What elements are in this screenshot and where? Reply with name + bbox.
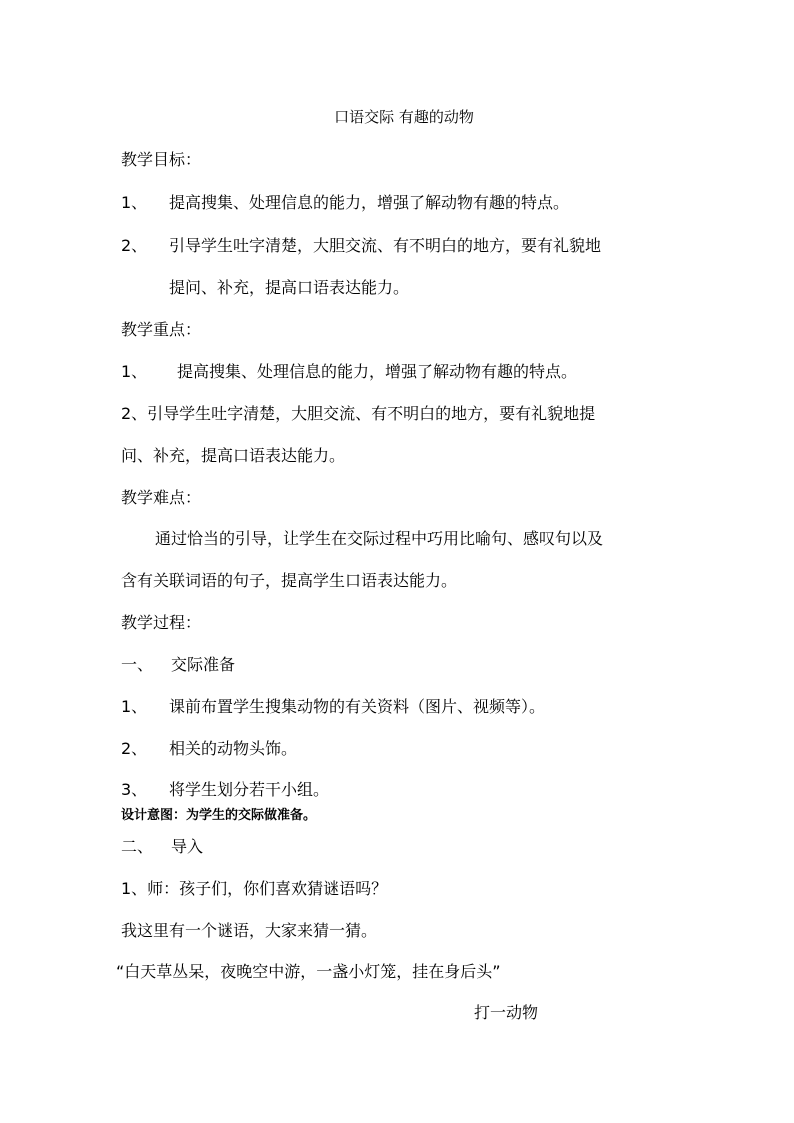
section-2-line-2: 我这里有一个谜语，大家来猜一猜。	[121, 921, 378, 940]
section-2-line-1: 1、师：孩子们，你们喜欢猜谜语吗？	[121, 879, 388, 898]
list-text: 引导学生吐字清楚，大胆交流、有不明白的地方，要有礼貌地	[169, 236, 602, 255]
objective-item-1	[121, 193, 569, 213]
key-point-item-1	[121, 362, 577, 382]
section-number: 一、	[121, 655, 154, 674]
difficulties-heading: 教学难点：	[121, 488, 202, 507]
objectives-heading: 教学目标：	[121, 150, 202, 169]
section-title: 导入	[171, 837, 204, 856]
process-heading: 教学过程：	[121, 613, 202, 632]
section-1-item-3	[121, 780, 329, 800]
riddle-hint: 打一动物	[474, 1003, 539, 1022]
list-text: 将学生划分若干小组。	[169, 780, 330, 799]
key-point-item-2: 2、引导学生吐字清楚，大胆交流、有不明白的地方，要有礼貌地提	[121, 404, 596, 423]
section-1-item-1	[121, 697, 545, 717]
list-number: 1、	[121, 697, 148, 716]
list-number: 1、	[121, 362, 148, 381]
design-note: 设计意图：为学生的交际做准备。	[121, 808, 317, 823]
list-number: 3、	[121, 780, 148, 799]
section-1-heading	[121, 655, 235, 675]
list-number: 2、	[121, 739, 148, 758]
section-2-heading	[121, 837, 203, 857]
objective-item-2	[121, 236, 601, 256]
section-title: 交际准备	[171, 655, 236, 674]
section-number: 二、	[121, 837, 154, 856]
difficulties-paragraph-line-2: 含有关联词语的句子，提高学生口语表达能力。	[121, 571, 458, 590]
list-text: 课前布置学生搜集动物的有关资料（图片、视频等）。	[169, 697, 546, 716]
riddle-text: “白天草丛呆，夜晚空中游，一盏小灯笼，挂在身后头”	[116, 962, 501, 981]
list-text: 提高搜集、处理信息的能力，增强了解动物有趣的特点。	[169, 193, 570, 212]
section-1-item-2	[121, 739, 297, 759]
list-text: 相关的动物头饰。	[169, 739, 298, 758]
objective-item-2-continued: 提问、补充，提高口语表达能力。	[169, 278, 410, 297]
list-number: 1、	[121, 193, 148, 212]
key-points-heading: 教学重点：	[121, 320, 202, 339]
list-text: 提高搜集、处理信息的能力，增强了解动物有趣的特点。	[177, 362, 578, 381]
list-number: 2、	[121, 236, 148, 255]
difficulties-paragraph-line-1: 通过恰当的引导，让学生在交际过程中巧用比喻句、感叹句以及	[155, 529, 604, 548]
document-title: 口语交际 有趣的动物	[334, 108, 474, 126]
key-point-item-2-continued: 问、补充，提高口语表达能力。	[121, 446, 346, 465]
